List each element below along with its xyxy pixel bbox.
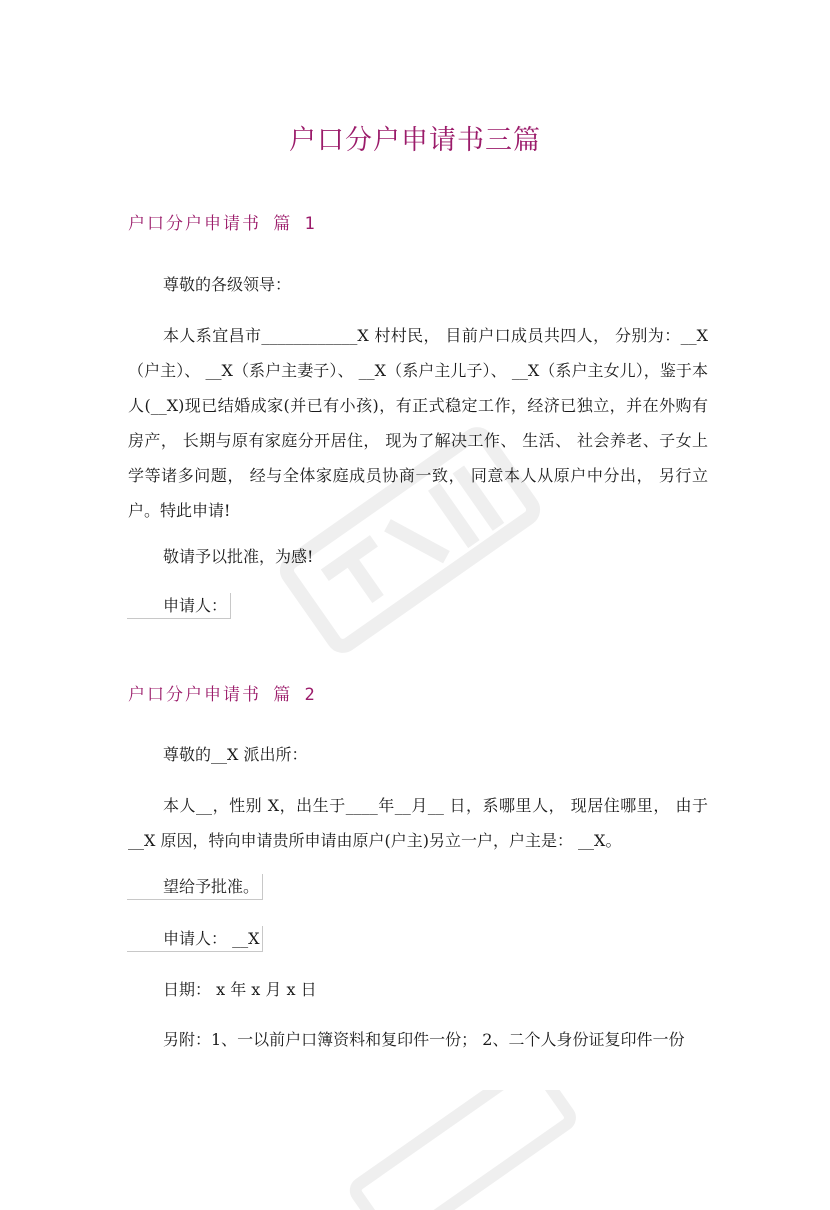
section-1-applicant: 申请人： [127, 593, 231, 619]
section-1-salutation: 尊敬的各级领导： [163, 275, 292, 294]
section-2-request: 望给予批准。 [127, 874, 263, 900]
section-2-salutation: 尊敬的__X 派出所： [163, 745, 308, 764]
section-1-closing: 敬请予以批准，为感! [163, 547, 314, 566]
section-2-applicant: 申请人： __X [127, 926, 263, 952]
section-2-date: 日期： x 年 x 月 x 日 [163, 980, 317, 999]
section-2-body: 本人__，性别 X，出生于____年__月__ 日，系哪里人， 现居住哪里， 由于__X 原因，特向申请贵所申请由原户(户主)另立一户，户主是： __X。 [128, 796, 708, 850]
section-1-body: 本人系宜昌市____________X 村村民， 目前户口成员共四人， 分别为：__X（户主）、 __X（系户主妻子）、 __X（系户主儿子）、 __X（系户主女儿），鉴于本人(__X)现已结婚成家(并已有小孩)，有正式稳定工作，经济已独立，并在外购有房产， 长期与原有家庭分开居住， 现为了解决工作、 生活、 社会养老、子女上学等诸多问题， 经与全体家庭成员协商一致， 同意本人从原户中分出， 另行立户。特此申请! [128, 326, 708, 520]
watermark-stamp-bottom [330, 1090, 590, 1210]
section-2-attachment: 另附：1、一以前户口簿资料和复印件一份； 2、二个人身份证复印件一份 [163, 1030, 685, 1049]
page-title: 户口分户申请书三篇 [289, 125, 541, 156]
section-2-heading: 户口分户申请书 篇 2 [128, 685, 317, 705]
section-1-heading: 户口分户申请书 篇 1 [128, 214, 317, 234]
